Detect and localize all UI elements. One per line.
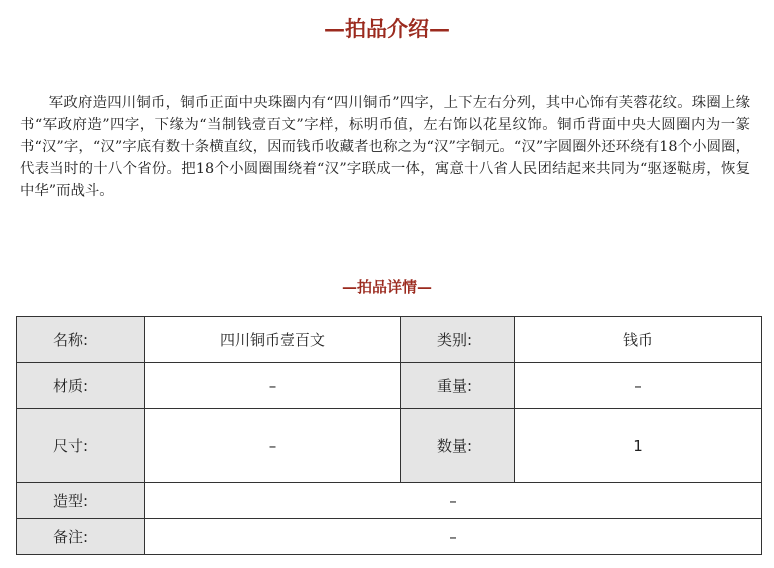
category-label: 类别:: [401, 317, 515, 363]
remarks-value: –: [145, 519, 762, 555]
size-label: 尺寸:: [17, 409, 145, 483]
category-value: 钱币: [515, 317, 762, 363]
size-value: –: [145, 409, 401, 483]
details-section-title: —拍品详情—: [341, 278, 432, 296]
table-row: [17, 519, 762, 555]
table-row: [17, 363, 762, 409]
table-row: [17, 483, 762, 519]
table-row: [17, 409, 762, 483]
intro-paragraph: 军政府造四川铜币，铜币正面中央珠圈内有“四川铜币”四字，上下左右分列，其中心饰有芙蓉花纹。珠圈上缘书“军政府造”四字，下缘为“当制钱壹百文”字样，标明币值，左右饰以花星纹饰。铜币背面中央大圆圈内为一篆书“汉”字，“汉”字底有数十条横直纹，因而钱币收藏者也称之为“汉”字铜元。“汉”字圆圈外还环绕有18个小圆圈，代表当时的十八个省份。把18个小圆圈围绕着“汉”字联成一体，寓意十八省人民团结起来共同为“驱逐鞑虏，恢复中华”而战斗。: [20, 95, 750, 199]
shape-label: 造型:: [17, 483, 145, 519]
intro-section-title: —拍品介绍—: [324, 16, 450, 41]
quantity-value: 1: [515, 409, 762, 483]
table-row: [17, 317, 762, 363]
material-value: –: [145, 363, 401, 409]
weight-value: –: [515, 363, 762, 409]
shape-value: –: [145, 483, 762, 519]
name-value: 四川铜币壹百文: [145, 317, 401, 363]
details-table: [16, 316, 762, 555]
weight-label: 重量:: [401, 363, 515, 409]
quantity-label: 数量:: [401, 409, 515, 483]
material-label: 材质:: [17, 363, 145, 409]
remarks-label: 备注:: [17, 519, 145, 555]
name-label: 名称:: [17, 317, 145, 363]
